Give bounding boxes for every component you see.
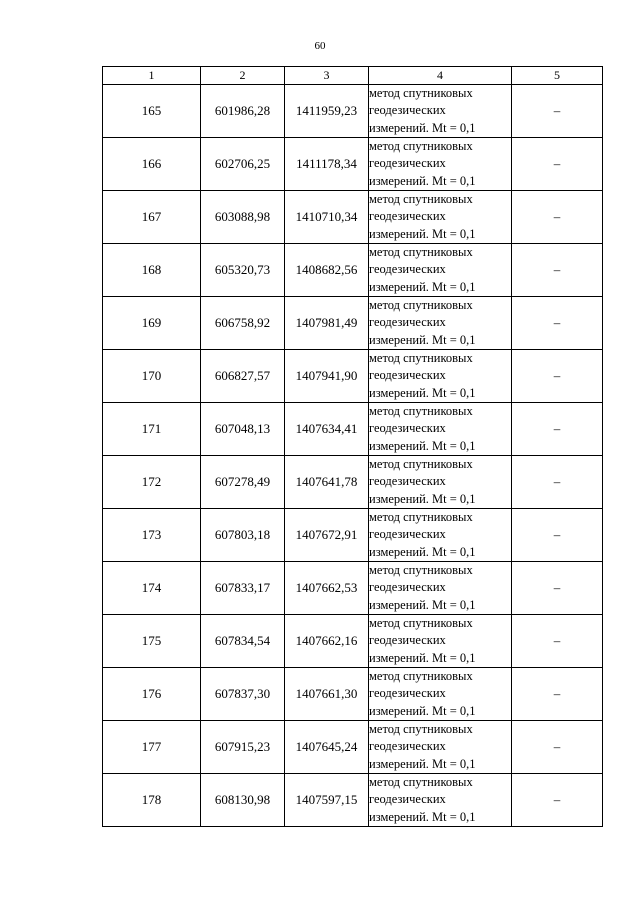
description-cell: – [512,403,603,456]
table-row [103,191,603,244]
point-number-cell: 178 [103,774,201,827]
method-line: метод спутниковых [369,669,473,684]
method-cell [369,138,512,191]
method-cell [369,721,512,774]
method-cell [369,774,512,827]
method-line: измерений. Mt = 0,1 [369,597,476,612]
point-number-cell: 176 [103,668,201,721]
coordinates-table [102,66,603,827]
table-body [103,85,603,827]
x-coordinate-cell: 606758,92 [201,297,285,350]
method-line: измерений. Mt = 0,1 [369,544,476,559]
method-line: метод спутниковых [369,192,473,207]
method-line: измерений. Mt = 0,1 [369,650,476,665]
table-row [103,244,603,297]
y-coordinate-cell: 1407981,49 [285,297,369,350]
y-coordinate-cell: 1407662,53 [285,562,369,615]
column-header: 5 [512,67,603,85]
method-line: геодезических [369,315,446,330]
y-coordinate-cell: 1407597,15 [285,774,369,827]
y-coordinate-cell: 1411178,34 [285,138,369,191]
method-line: метод спутниковых [369,404,473,419]
method-line: измерений. Mt = 0,1 [369,385,476,400]
description-cell: – [512,138,603,191]
description-cell: – [512,297,603,350]
x-coordinate-cell: 607837,30 [201,668,285,721]
method-line: геодезических [369,156,446,171]
column-header: 1 [103,67,201,85]
method-line: измерений. Mt = 0,1 [369,703,476,718]
method-line: геодезических [369,792,446,807]
y-coordinate-cell: 1407941,90 [285,350,369,403]
method-cell [369,85,512,138]
table-row [103,85,603,138]
table-row [103,774,603,827]
method-line: измерений. Mt = 0,1 [369,809,476,824]
method-line: измерений. Mt = 0,1 [369,332,476,347]
method-line: метод спутниковых [369,457,473,472]
method-line: метод спутниковых [369,722,473,737]
description-cell: – [512,668,603,721]
y-coordinate-cell: 1407662,16 [285,615,369,668]
description-cell: – [512,774,603,827]
method-line: геодезических [369,262,446,277]
method-line: измерений. Mt = 0,1 [369,120,476,135]
method-line: измерений. Mt = 0,1 [369,438,476,453]
method-line: измерений. Mt = 0,1 [369,756,476,771]
y-coordinate-cell: 1407634,41 [285,403,369,456]
x-coordinate-cell: 602706,25 [201,138,285,191]
method-line: измерений. Mt = 0,1 [369,173,476,188]
description-cell: – [512,562,603,615]
description-cell: – [512,244,603,297]
description-cell: – [512,509,603,562]
description-cell: – [512,456,603,509]
point-number-cell: 177 [103,721,201,774]
method-line: измерений. Mt = 0,1 [369,226,476,241]
table-row [103,668,603,721]
method-line: метод спутниковых [369,616,473,631]
x-coordinate-cell: 607833,17 [201,562,285,615]
method-line: метод спутниковых [369,775,473,790]
column-header: 4 [369,67,512,85]
method-cell [369,562,512,615]
method-cell [369,350,512,403]
x-coordinate-cell: 606827,57 [201,350,285,403]
y-coordinate-cell: 1411959,23 [285,85,369,138]
point-number-cell: 175 [103,615,201,668]
method-line: геодезических [369,368,446,383]
method-cell [369,509,512,562]
x-coordinate-cell: 605320,73 [201,244,285,297]
table-row [103,138,603,191]
y-coordinate-cell: 1408682,56 [285,244,369,297]
x-coordinate-cell: 608130,98 [201,774,285,827]
method-cell [369,403,512,456]
method-line: геодезических [369,739,446,754]
table-row [103,403,603,456]
method-cell [369,615,512,668]
method-line: геодезических [369,686,446,701]
description-cell: – [512,721,603,774]
x-coordinate-cell: 607803,18 [201,509,285,562]
method-line: геодезических [369,103,446,118]
method-line: метод спутниковых [369,563,473,578]
method-line: измерений. Mt = 0,1 [369,279,476,294]
method-line: геодезических [369,580,446,595]
x-coordinate-cell: 603088,98 [201,191,285,244]
point-number-cell: 171 [103,403,201,456]
description-cell: – [512,615,603,668]
y-coordinate-cell: 1410710,34 [285,191,369,244]
description-cell: – [512,191,603,244]
method-line: метод спутниковых [369,86,473,101]
description-cell: – [512,85,603,138]
table-row [103,721,603,774]
method-line: метод спутниковых [369,245,473,260]
y-coordinate-cell: 1407672,91 [285,509,369,562]
method-line: геодезических [369,527,446,542]
method-line: геодезических [369,633,446,648]
method-line: геодезических [369,474,446,489]
point-number-cell: 170 [103,350,201,403]
table-row [103,562,603,615]
y-coordinate-cell: 1407645,24 [285,721,369,774]
method-line: метод спутниковых [369,351,473,366]
method-line: геодезических [369,421,446,436]
column-header: 3 [285,67,369,85]
method-cell [369,668,512,721]
x-coordinate-cell: 607048,13 [201,403,285,456]
point-number-cell: 165 [103,85,201,138]
method-line: измерений. Mt = 0,1 [369,491,476,506]
x-coordinate-cell: 607915,23 [201,721,285,774]
table-row [103,509,603,562]
description-cell: – [512,350,603,403]
method-cell [369,297,512,350]
table-row [103,615,603,668]
x-coordinate-cell: 607278,49 [201,456,285,509]
x-coordinate-cell: 601986,28 [201,85,285,138]
page-number: 60 [314,40,326,52]
y-coordinate-cell: 1407641,78 [285,456,369,509]
table-row [103,297,603,350]
column-header: 2 [201,67,285,85]
method-cell [369,244,512,297]
point-number-cell: 167 [103,191,201,244]
point-number-cell: 172 [103,456,201,509]
method-line: метод спутниковых [369,139,473,154]
point-number-cell: 169 [103,297,201,350]
table-row [103,456,603,509]
method-line: геодезических [369,209,446,224]
point-number-cell: 174 [103,562,201,615]
point-number-cell: 166 [103,138,201,191]
y-coordinate-cell: 1407661,30 [285,668,369,721]
x-coordinate-cell: 607834,54 [201,615,285,668]
table-row [103,350,603,403]
method-line: метод спутниковых [369,510,473,525]
table-header-row [103,67,603,85]
method-cell [369,456,512,509]
method-cell [369,191,512,244]
method-line: метод спутниковых [369,298,473,313]
point-number-cell: 168 [103,244,201,297]
point-number-cell: 173 [103,509,201,562]
